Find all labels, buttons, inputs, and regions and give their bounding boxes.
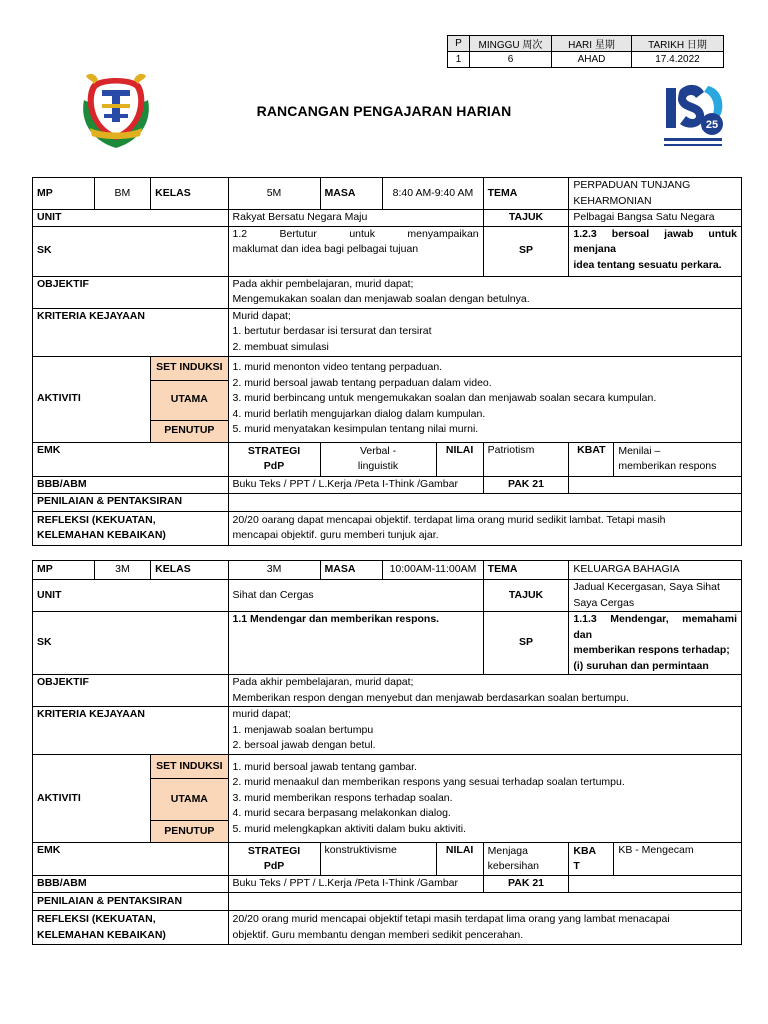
- objektif-value: Pada akhir pembelajaran, murid dapat; Memberikan respon dengan menyebut dan menjawab berdasarkan soalan bertumpu.: [228, 675, 741, 707]
- row-emk: [33, 843, 742, 876]
- kelas-label: KELAS: [151, 561, 228, 580]
- masa-value: 10:00AM-11:00AM: [383, 561, 483, 580]
- kbat-value: Menilai – memberikan respons: [614, 442, 742, 476]
- lesson-plan-table-2: [32, 560, 742, 945]
- refleksi-label: REFLEKSI (KEKUATAN, KELEMAHAN KEBAIKAN): [33, 911, 229, 945]
- row-refleksi: [33, 511, 742, 545]
- tema-label: TEMA: [483, 561, 569, 580]
- objektif-value: Pada akhir pembelajaran, murid dapat; Mengemukakan soalan dan menjawab soalan dengan betulnya.: [228, 276, 741, 308]
- school-25-logo: [660, 80, 726, 152]
- aktiviti-value: 1. murid menonton video tentang perpaduan. 2. murid bersoal jawab tentang perpaduan dalam video. 3. murid berbincang untuk mengemukakan soalan dan menjawab soalan secara kumpulan. 4. murid berlatih mengujarkan dialog dalam kumpulan. 5. murid menyatakan kesimpulan tentang nilai murni.: [228, 356, 741, 442]
- row-unit: [33, 210, 742, 227]
- kriteria-label: KRITERIA KEJAYAAN: [33, 707, 229, 755]
- date-header-table: [447, 35, 724, 68]
- nilai-label: NILAI: [436, 442, 483, 476]
- header-col-minggu: MINGGU 周次: [470, 36, 552, 52]
- sp-value: 1.2.3 bersoal jawab untuk menjana idea tentang sesuatu perkara.: [569, 226, 742, 276]
- value-p: 1: [448, 52, 470, 68]
- logo-25-text: 25: [705, 119, 719, 131]
- bbb-label: BBB/ABM: [33, 476, 229, 493]
- tema-value: KELUARGA BAHAGIA: [569, 561, 742, 580]
- tema-value: PERPADUAN TUNJANG KEHARMONIAN: [569, 178, 742, 210]
- penutup-label: PENUTUP: [151, 420, 228, 442]
- value-hari: AHAD: [552, 52, 632, 68]
- row-bbb: [33, 876, 742, 893]
- refleksi-value: 20/20 orang murid mencapai objektif tetapi masih terdapat lima orang yang lambat menacapai objektif. Guru membantu dengan memberi sedikit pencerahan.: [228, 911, 741, 945]
- date-header-row: [448, 36, 724, 52]
- row-aktiviti: [33, 755, 742, 779]
- header-col-tarikh: TARIKH 日期: [632, 36, 724, 52]
- kbat-label: KBA T: [569, 843, 614, 876]
- objektif-label: OBJEKTIF: [33, 276, 229, 308]
- kbat-label: KBAT: [569, 442, 614, 476]
- nilai-value: Patriotism: [483, 442, 569, 476]
- row-aktiviti: [33, 356, 742, 380]
- penilaian-value: [228, 493, 741, 511]
- sk-value: 1.1 Mendengar dan memberikan respons.: [228, 612, 483, 675]
- lesson-plan-table-1: [32, 177, 742, 546]
- value-minggu: 6: [470, 52, 552, 68]
- mp-value: 3M: [94, 561, 150, 580]
- tajuk-value: Pelbagai Bangsa Satu Negara: [569, 210, 742, 227]
- row-unit: [33, 580, 742, 612]
- kelas-value: 5M: [228, 178, 320, 210]
- strategi-value: Verbal - linguistik: [320, 442, 436, 476]
- sk-label: SK: [33, 226, 229, 276]
- date-value-row: [448, 52, 724, 68]
- strategi-label: STRATEGI PdP: [228, 843, 320, 876]
- row-kriteria: [33, 707, 742, 755]
- sp-value: 1.1.3 Mendengar, memahami dan memberikan respons terhadap; (i) suruhan dan permintaan: [569, 612, 742, 675]
- unit-label: UNIT: [33, 580, 229, 612]
- mp-label: MP: [33, 178, 95, 210]
- bbb-label: BBB/ABM: [33, 876, 229, 893]
- pak-empty: [569, 476, 742, 493]
- row-penilaian: [33, 893, 742, 911]
- masa-value: 8:40 AM-9:40 AM: [383, 178, 483, 210]
- strategi-label: STRATEGI PdP: [228, 442, 320, 476]
- sp-label: SP: [483, 612, 569, 675]
- row-sk: [33, 612, 742, 675]
- pak-label: PAK 21: [483, 476, 569, 493]
- row-objektif: [33, 675, 742, 707]
- bbb-value: Buku Teks / PPT / L.Kerja /Peta I-Think /Gambar: [228, 876, 483, 893]
- pak-label: PAK 21: [483, 876, 569, 893]
- row-mp: [33, 178, 742, 210]
- set-induksi-label: SET INDUKSI: [151, 755, 228, 779]
- kelas-value: 3M: [228, 561, 320, 580]
- nilai-value: Menjaga kebersihan: [483, 843, 569, 876]
- value-tarikh: 17.4.2022: [632, 52, 724, 68]
- refleksi-label: REFLEKSI (KEKUATAN, KELEMAHAN KEBAIKAN): [33, 511, 229, 545]
- nilai-label: NILAI: [436, 843, 483, 876]
- row-sk: [33, 226, 742, 276]
- kriteria-value: Murid dapat; 1. bertutur berdasar isi tersurat dan tersirat 2. membuat simulasi: [228, 308, 741, 356]
- pak-empty: [569, 876, 742, 893]
- page-title: RANCANGAN PENGAJARAN HARIAN: [256, 103, 512, 119]
- emk-label: EMK: [33, 843, 229, 876]
- kriteria-label: KRITERIA KEJAYAAN: [33, 308, 229, 356]
- row-mp: [33, 561, 742, 580]
- header-col-hari: HARI 星期: [552, 36, 632, 52]
- bbb-value: Buku Teks / PPT / L.Kerja /Peta I-Think /Gambar: [228, 476, 483, 493]
- tajuk-label: TAJUK: [483, 580, 569, 612]
- penilaian-label: PENILAIAN & PENTAKSIRAN: [33, 893, 229, 911]
- row-emk: [33, 442, 742, 476]
- kbat-value: KB - Mengecam: [614, 843, 742, 876]
- penilaian-value: [228, 893, 741, 911]
- unit-value: Rakyat Bersatu Negara Maju: [228, 210, 483, 227]
- row-penilaian: [33, 493, 742, 511]
- row-objektif: [33, 276, 742, 308]
- tajuk-label: TAJUK: [483, 210, 569, 227]
- refleksi-value: 20/20 oarang dapat mencapai objektif. terdapat lima orang murid sedikit lambat. Tetapi masih mencapai objektif. guru memberi tunjuk ajar.: [228, 511, 741, 545]
- penutup-label: PENUTUP: [151, 821, 228, 843]
- row-bbb: [33, 476, 742, 493]
- tema-label: TEMA: [483, 178, 569, 210]
- unit-value: Sihat dan Cergas: [228, 580, 483, 612]
- aktiviti-label: AKTIVITI: [33, 755, 151, 843]
- emk-label: EMK: [33, 442, 229, 476]
- row-kriteria: [33, 308, 742, 356]
- strategi-value: konstruktivisme: [320, 843, 436, 876]
- penilaian-label: PENILAIAN & PENTAKSIRAN: [33, 493, 229, 511]
- header-col-p: P: [448, 36, 470, 52]
- sk-label: SK: [33, 612, 229, 675]
- tajuk-value: Jadual Kecergasan, Saya Sihat Saya Cergas: [569, 580, 742, 612]
- aktiviti-value: 1. murid bersoal jawab tentang gambar. 2. murid menaakul dan memberikan respons yang sesuai terhadap soalan tertumpu. 3. murid memberikan respons terhadap soalan. 4. murid secara berpasang melakonkan dialog. 5. murid melengkapkan aktiviti dalam buku aktiviti.: [228, 755, 741, 843]
- masa-label: MASA: [320, 178, 383, 210]
- objektif-label: OBJEKTIF: [33, 675, 229, 707]
- set-induksi-label: SET INDUKSI: [151, 356, 228, 380]
- kriteria-value: murid dapat; 1. menjawab soalan bertumpu 2. bersoal jawab dengan betul.: [228, 707, 741, 755]
- sp-label: SP: [483, 226, 569, 276]
- kelas-label: KELAS: [151, 178, 228, 210]
- mp-label: MP: [33, 561, 95, 580]
- mp-value: BM: [94, 178, 150, 210]
- masa-label: MASA: [320, 561, 383, 580]
- aktiviti-label: AKTIVITI: [33, 356, 151, 442]
- utama-label: UTAMA: [151, 779, 228, 821]
- unit-label: UNIT: [33, 210, 229, 227]
- sk-value: 1.2 Bertutur untuk menyampaikan maklumat dan idea bagi pelbagai tujuan: [228, 226, 483, 276]
- utama-label: UTAMA: [151, 380, 228, 420]
- row-refleksi: [33, 911, 742, 945]
